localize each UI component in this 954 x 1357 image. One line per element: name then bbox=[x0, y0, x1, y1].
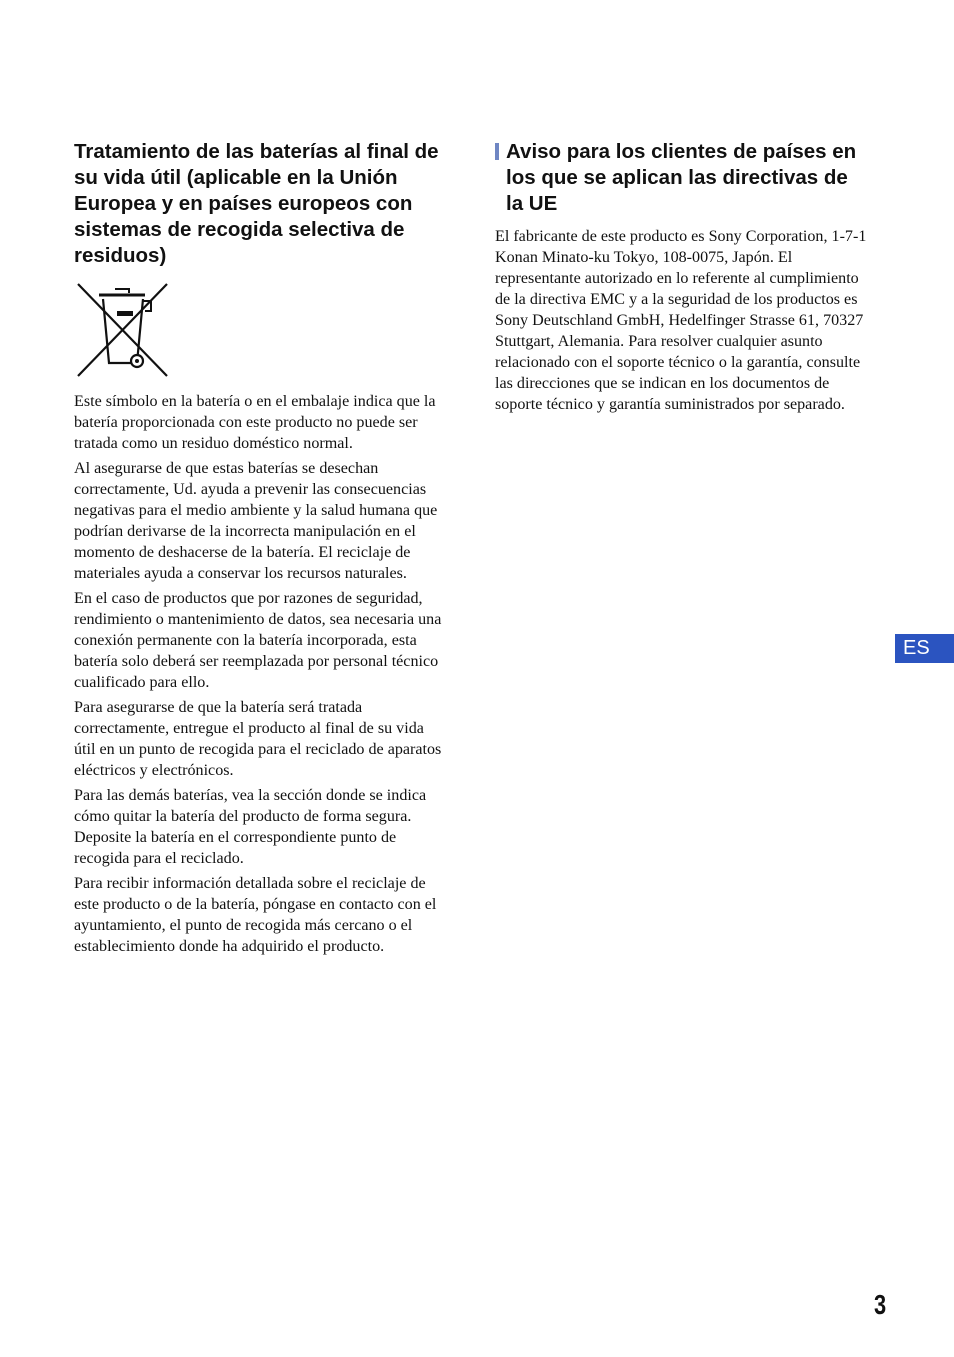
heading-accent-bar bbox=[495, 143, 499, 160]
left-column bbox=[74, 139, 444, 961]
paragraph: Para recibir información detallada sobre el reciclaje de este producto o de la batería, póngase en contacto con el ayuntamiento, el punto de recogida más cercano o el establecimiento donde ha adquirido el producto. bbox=[74, 875, 437, 955]
paragraph: Para asegurarse de que la batería será tratada correctamente, entregue el producto al final de su vida útil en un punto de recogida para el reciclado de aparatos eléctricos y electrónicos. bbox=[74, 699, 442, 779]
language-tab: ES bbox=[895, 634, 954, 663]
section-heading-eu-notice-wrapper bbox=[495, 139, 867, 217]
paragraph: En el caso de productos que por razones de seguridad, rendimiento o mantenimiento de datos, sea necesaria una conexión permanente con la batería incorporada, esta batería solo deberá ser reemplazada por personal técnico cualificado para ello. bbox=[74, 590, 442, 691]
right-column bbox=[495, 139, 867, 419]
paragraph: Para las demás baterías, vea la sección donde se indica cómo quitar la batería del producto de forma segura. Deposite la batería en el correspondiente punto de recogida para el reciclado. bbox=[74, 787, 427, 867]
section-heading-eu-notice: Aviso para los clientes de países en los que se aplican las directivas de la UE bbox=[506, 140, 857, 215]
paragraph: El fabricante de este producto es Sony Corporation, 1-7-1 Konan Minato-ku Tokyo, 108-0075, Japón. El representante autorizado en lo referente al cumplimiento de la directiva EMC y a la seguridad de los productos es Sony Deutschland GmbH, Hedelfinger Strasse 61, 70327 Stuttgart, Alemania. Para resolver cualquier asunto relacionado con el soporte técnico o la garantía, consulte las direcciones que se indican en los documentos de soporte técnico y garantía suministrados por separado. bbox=[495, 228, 867, 413]
section-heading-battery-disposal: Tratamiento de las baterías al final de su vida útil (aplicable en la Unión Europea y en países europeos con sistemas de recogida selectiva de residuos) bbox=[74, 140, 439, 267]
paragraph: Este símbolo en la batería o en el embalaje indica que la batería proporcionada con este producto no puede ser tratada como un residuo doméstico normal. bbox=[74, 393, 436, 452]
crossed-out-wheeled-bin-icon bbox=[75, 281, 171, 379]
paragraph: Al asegurarse de que estas baterías se desechan correctamente, Ud. ayuda a prevenir las consecuencias negativas para el medio ambiente y la salud humana que podrían derivarse de la incorrecta manipulación en el momento de deshacerse de la batería. El reciclaje de materiales ayuda a conservar los recursos naturales. bbox=[74, 460, 438, 582]
page-number: 3 bbox=[874, 1289, 887, 1320]
